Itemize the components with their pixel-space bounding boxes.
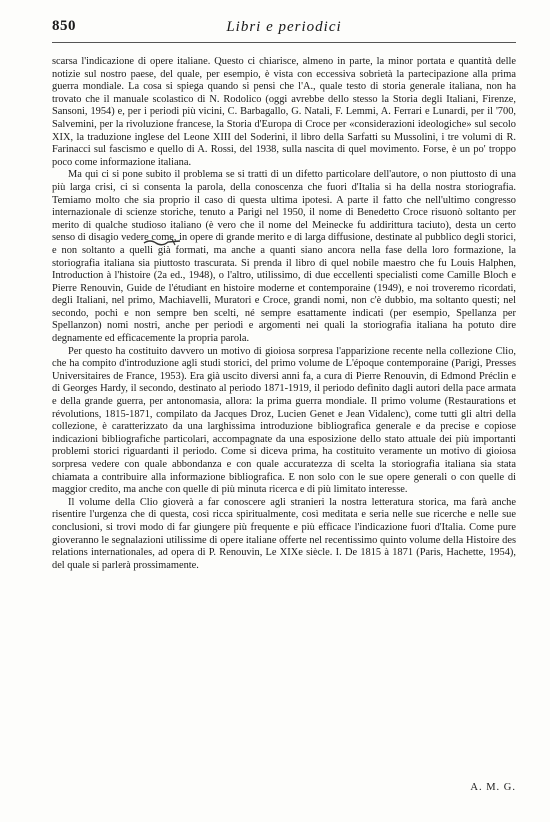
paragraph: Per questo ha costituito davvero un motivo di gioiosa sorpresa l'apparizione recente nella collezione Clio, che ha compito d'introduzione agli studi storici, del primo volume de L'époque contemporaine (Parigi, Presses Universitaires de France, 1953). Era già uscito diversi anni fa, a cura di Pierre Renouvin, di Edmond Préclin e di Georges Hardy, il secondo, destinato al periodo 1871-1919, il periodo definito dagli autori della pace armata e della grande guerra, per antonomasia, allora: la prima guerra mondiale. Il primo volume (Restaurations et révolutions, 1815-1871, compilato da Jacques Droz, Lucien Genet e Jean Vidalenc), come tutti gli altri della collezione, è caratterizzato da una larghissima introduzione bibliografica generale e da precise e copiose indicazioni bibliografiche particolari, accompagnate da una esposizione dello stato attuale dei più importanti problemi storici riguardanti il periodo. Come si diceva prima, ha costituito veramente un motivo di gioiosa sorpresa vedere con quale abbondanza e con quale accuratezza di scelta la storiografia italiana sia stata chiamata a contribuire alla informazione bibliografica. E non solo con le sue opere generali o con quelle di maggior credito, ma anche con quelle di più minuta ricerca e di più limitato interesse. — [52, 345, 516, 496]
page-header — [52, 18, 516, 40]
page-number: 850 — [52, 18, 76, 34]
paragraph: Il volume della Clio gioverà a far conoscere agli stranieri la nostra letteratura storica, ma farà anche risentire l'urgenza che di questa, così ricca spiritualmente, così meditata e seria nelle sue ricerche e nelle sue conclusioni, si trovi modo di far giungere più frequente e più efficace l'indicazione fuori d'Italia. Come pure gioveranno le segnalazioni utilissime di opere italiane offerte nel recentissimo quinto volume della Histoire des relations internationales, ad opera di P. Renouvin, Le XIXe siècle. I. De 1815 à 1871 (Paris, Hachette, 1954), del quale si parlerà prossimamente. — [52, 496, 516, 571]
header-rule — [52, 42, 516, 43]
paragraph: scarsa l'indicazione di opere italiane. Questo ci chiarisce, almeno in parte, la minor portata e quantità delle notizie sul nostro paese, del quale, per esempio, è vista con eccessiva sobrietà la partecipazione alla prima guerra mondiale. La cosa si spiega quando si pensi che l'A., quale testo di storia generale italiana, non ha trovato che il manuale scolastico di N. Rodolico (oggi avrebbe dello stesso la Storia degli Italiani, Firenze, Sansoni, 1954) e, per i periodi più vicini, C. Barbagallo, G. Natali, F. Lemmi, A. Ferrari e Lunardi, per il '700, Salvemini, per la rivoluzione francese, la Storia d'Europa di Croce per «considerazioni ideologiche» sul secolo XIX, la traduzione inglese del Leone XIII del Soderini, il libro della Sarfatti su Mussolini, i tre volumi di R. Farinacci sul fascismo e quello di A. Rossi, del 1938, sulla nascita di quel movimento. Forse, è un po' troppo poco come informazione italiana. — [52, 56, 516, 168]
running-head: Libri e periodici — [226, 19, 342, 35]
body-text — [52, 56, 516, 572]
paragraph: Ma qui ci si pone subito il problema se si tratti di un difetto particolare dell'autore, o non piuttosto di una più larga crisi, ci si consenta la parola, della conoscenza che fuori d'Italia si ha della nostra storiografia. Temiamo molto che sia proprio il caso di questa ultima ipotesi. A parte il fatto che nell'ultimo congresso internazionale di scienze storiche, tenuto a Parigi nel 1950, il nome di Benedetto Croce risuonò soltanto per merito di qualche studioso italiano (è vero che il nome del Meinecke fu addirittura taciuto), desta un certo senso di disagio vedere come, in opere di grande merito e di larga diffusione, destinate al pubblico degli storici, e non soltanto a quelli già formati, ma anche a quanti siano ancora nella fase della loro formazione, la storiografia italiana sia piuttosto trascurata. Si prenda il libro di quel nobile maestro che fu Louis Halphen, Introduction à l'histoire (2a ed., 1948), o l'altro, utilissimo, di due eccellenti specialisti come Camille Bloch e Pierre Renouvin, Guide de l'étudiant en histoire moderne et contemporaine (1949), e noi troveremo ricordati, degli Italiani, nel primo, Machiavelli, Muratori e Croce, grandi nomi, non c'è dubbio, ma soltanto questi; nel secondo, pochi e non sempre ben scelti, né sempre esattamente indicati (per esempio, Spellanza per Spellanzon) nomi nostri, anche per periodi e argomenti nei quali la storiografia italiana ha potuto dire degnamente ed efficacemente la propria parola. — [52, 169, 516, 345]
pen-scribble-mark — [142, 237, 182, 247]
author-initials: A. M. G. — [470, 782, 516, 793]
